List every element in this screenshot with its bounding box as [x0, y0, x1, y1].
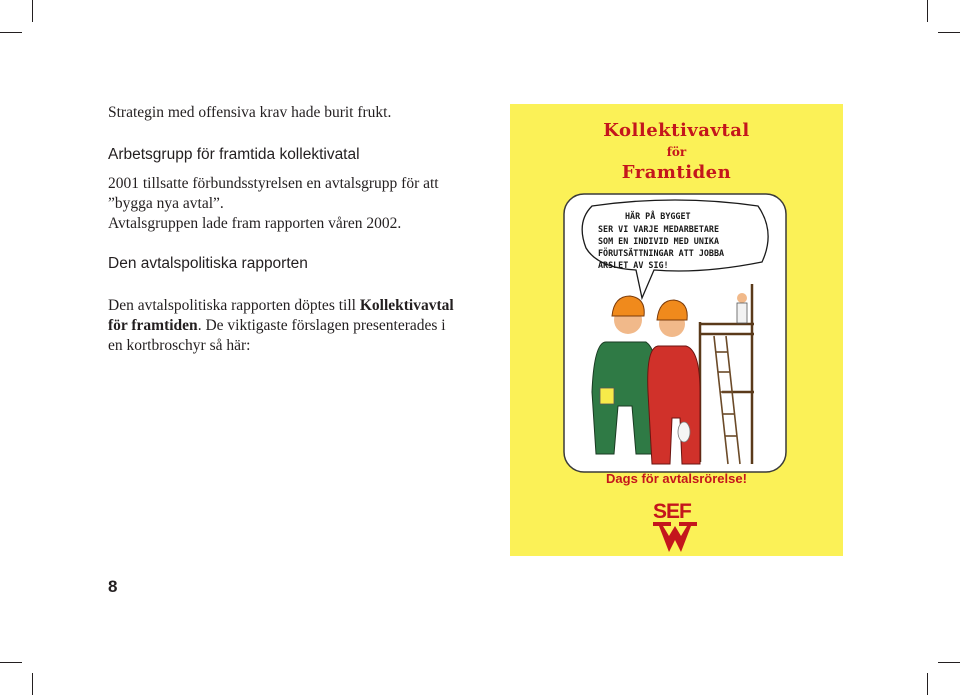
- logo-text: SEF: [653, 500, 691, 523]
- speech-bubble-line: SOM EN INDIVID MED UNIKA: [598, 236, 720, 246]
- crop-mark: [927, 673, 928, 695]
- text-column: [108, 103, 478, 356]
- crop-mark: [927, 0, 928, 22]
- text-line: [108, 296, 478, 316]
- cartoon-illustration: [562, 192, 788, 474]
- logo-mark: [653, 522, 697, 552]
- speech-bubble-line: FÖRUTSÄTTNINGAR ATT JOBBA: [598, 248, 725, 258]
- paragraph-rapporten: [108, 296, 478, 356]
- crop-mark: [0, 662, 22, 663]
- text-line: 2001 tillsatte förbundsstyrelsen en avtalsgrupp för att: [108, 175, 439, 192]
- cover-title-line1: Kollektivavtal: [603, 120, 750, 141]
- text-line: ”bygga nya avtal”.: [108, 195, 224, 212]
- text-line: en kortbroschyr så här:: [108, 337, 251, 354]
- crop-mark: [938, 662, 960, 663]
- page-number: 8: [108, 577, 118, 596]
- brochure-cover: [510, 104, 843, 556]
- crop-mark: [32, 0, 33, 22]
- text-run: . De viktigaste förslagen presenterades i: [197, 317, 446, 334]
- brochure-name-part2: för framtiden: [108, 317, 198, 334]
- intro-paragraph: Strategin med offensiva krav hade burit frukt.: [108, 104, 392, 121]
- cover-slogan: Dags för avtalsrörelse!: [606, 471, 747, 486]
- paragraph-arbetsgrupp: [108, 174, 478, 234]
- section-heading-arbetsgrupp: Arbetsgrupp för framtida kollektivatal: [108, 146, 360, 163]
- speech-bubble-line: ARSLET AV SIG!: [598, 260, 669, 270]
- crop-mark: [0, 32, 22, 33]
- worker-on-scaffold: [737, 293, 747, 323]
- crop-mark: [938, 32, 960, 33]
- section-heading-rapporten: Den avtalspolitiska rapporten: [108, 255, 308, 272]
- cover-title-line2: för: [666, 145, 687, 159]
- speech-bubble-line: SER VI VARJE MEDARBETARE: [598, 224, 720, 234]
- text-line: [108, 316, 478, 336]
- cover-title-line3: Framtiden: [621, 162, 732, 183]
- speech-bubble-line: HÄR PÅ BYGGET: [625, 211, 691, 221]
- sef-logo: [647, 496, 703, 554]
- crop-mark: [32, 673, 33, 695]
- brochure-name-part1: Kollektivavtal: [359, 297, 454, 314]
- text-run: Den avtalspolitiska rapporten döptes till: [108, 297, 360, 314]
- text-line: Avtalsgruppen lade fram rapporten våren 2002.: [108, 215, 402, 232]
